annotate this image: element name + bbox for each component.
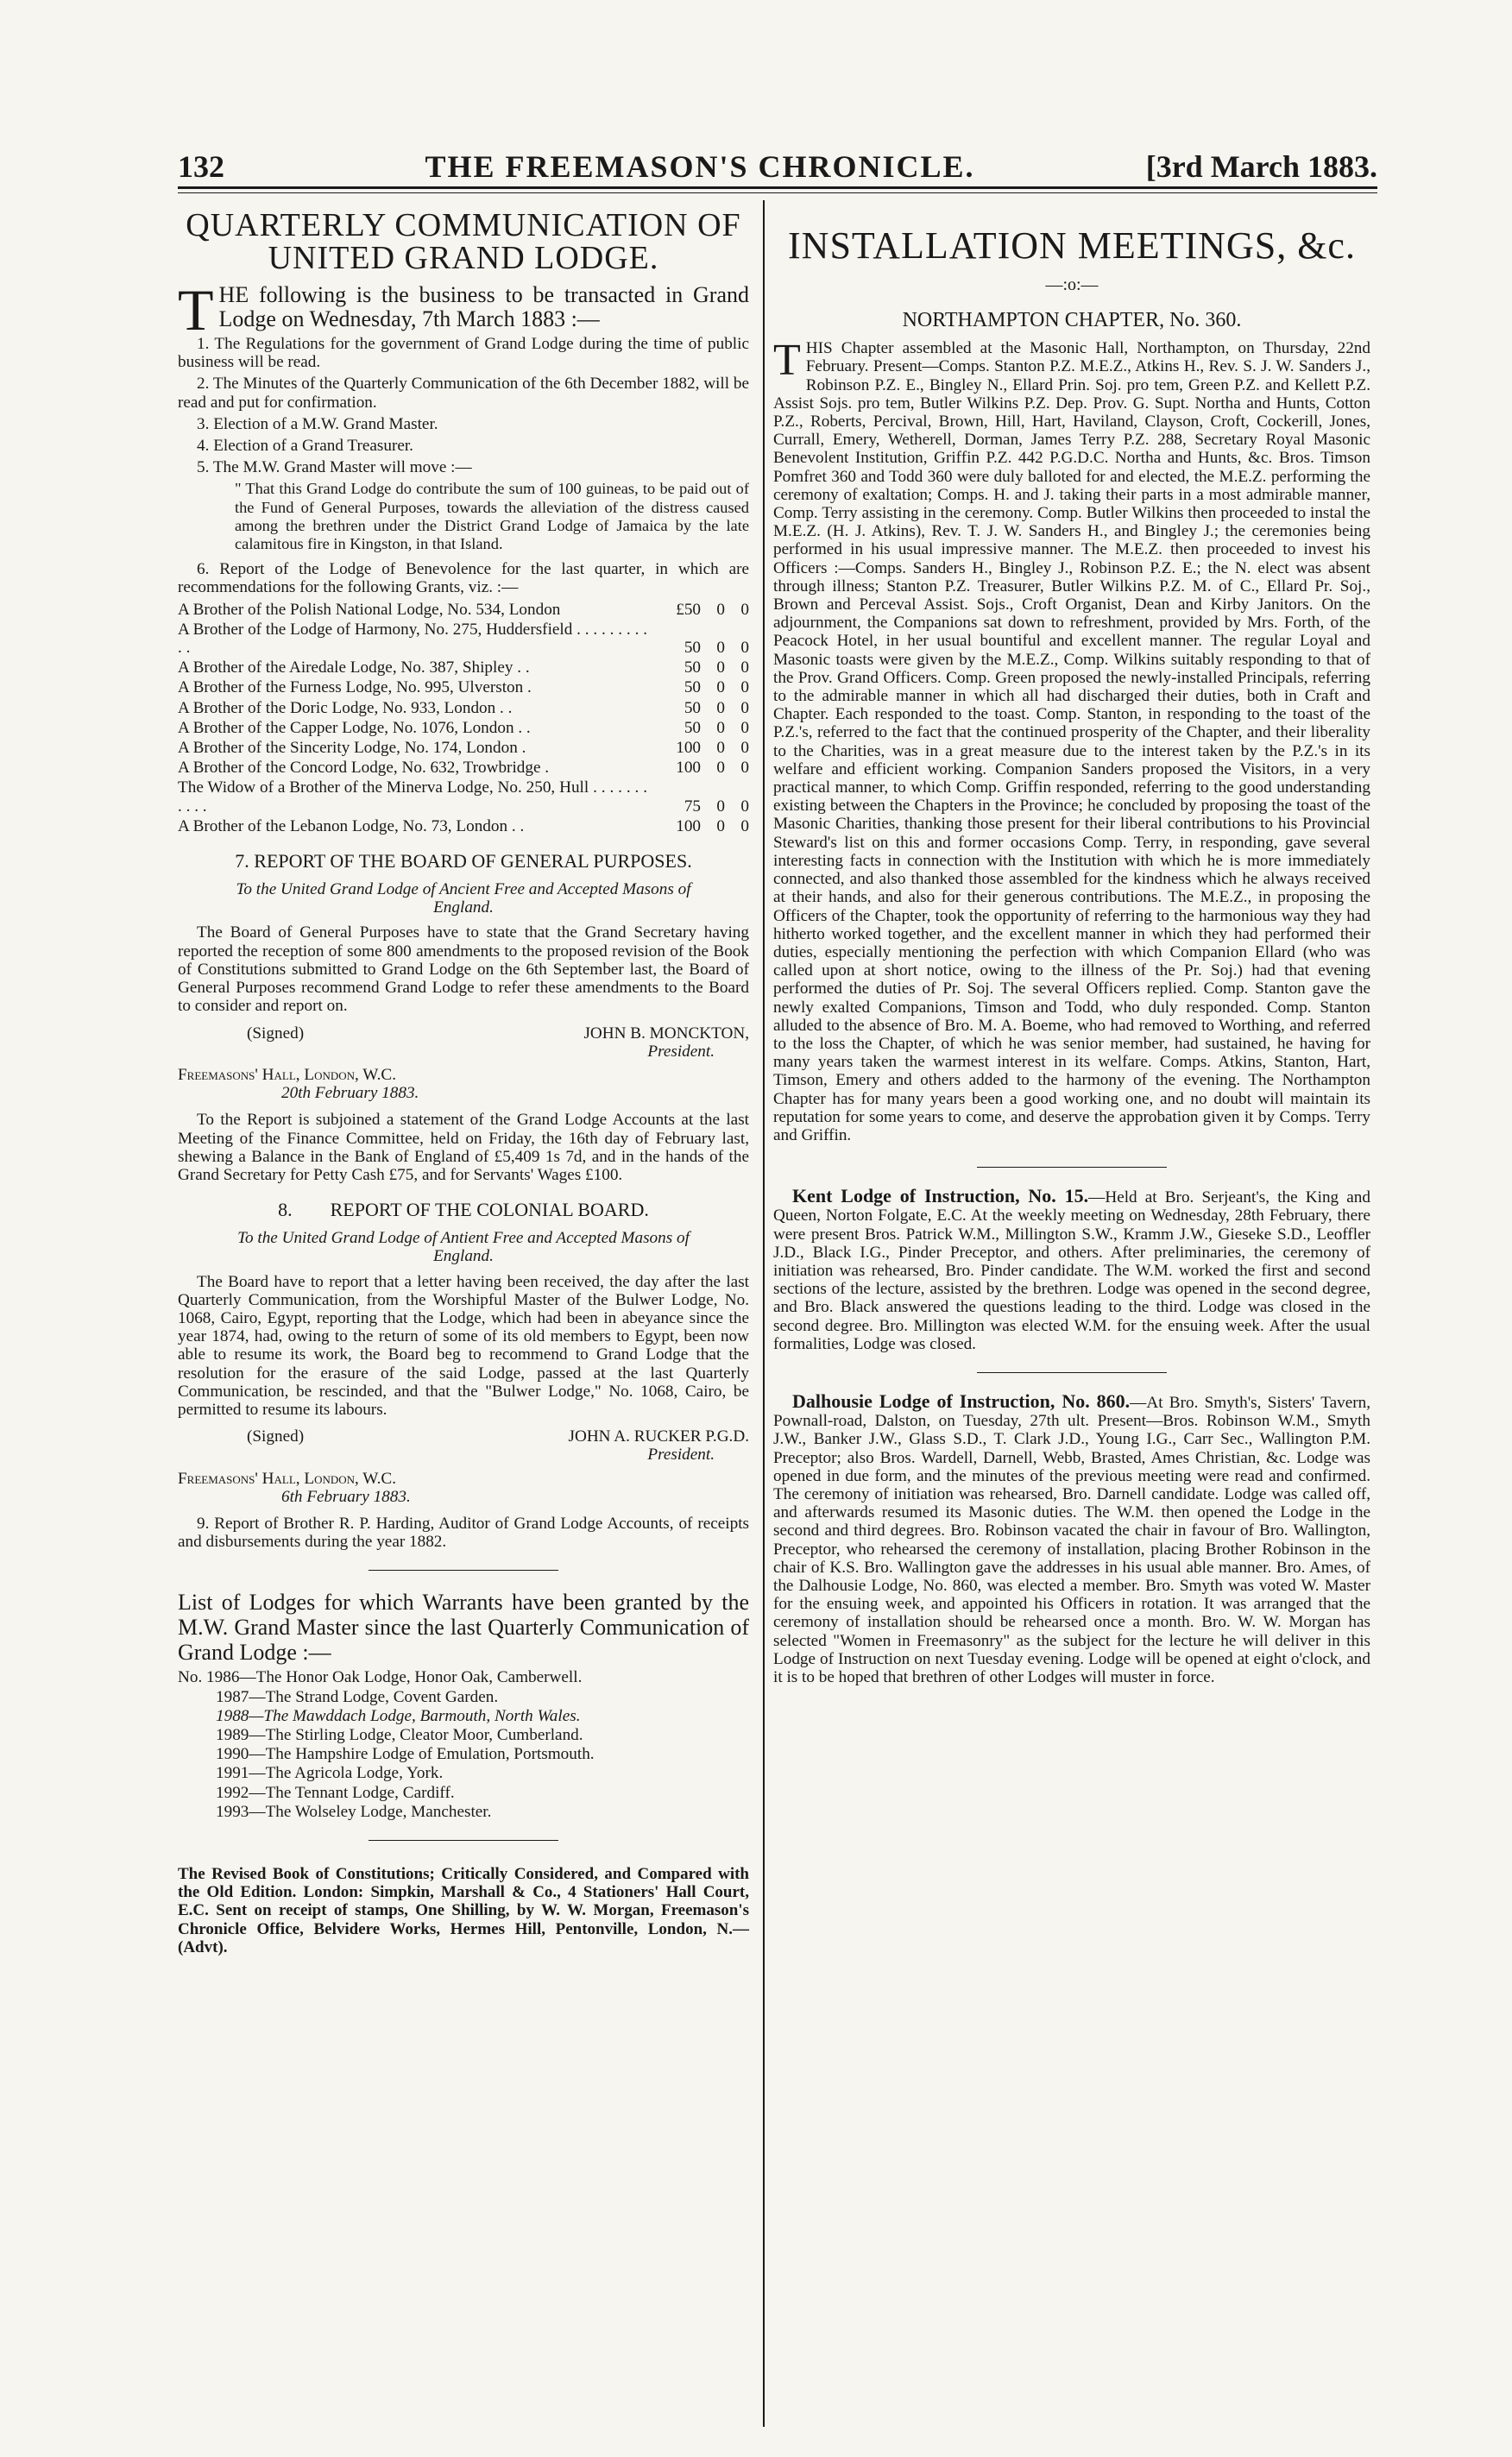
section-rule (977, 1167, 1167, 1168)
general-purposes-heading: 7. REPORT OF THE BOARD OF GENERAL PURPOSES. (235, 850, 692, 873)
list-item: 1987—The Strand Lodge, Covent Garden. (216, 1687, 499, 1706)
page-number: 132 (178, 149, 224, 184)
issue-date: [3rd March 1883. (1145, 149, 1377, 184)
northampton-heading: NORTHAMPTON CHAPTER, No. 360. (902, 309, 1242, 332)
agenda-item: 6. Report of the Lodge of Benevolence for the last quarter, in which are recommendations for the following Grants, viz. :— (178, 560, 749, 597)
section-rule (977, 1372, 1167, 1373)
list-item: 1991—The Agricola Lodge, York. (216, 1764, 444, 1783)
grant-row: A Brother of the Doric Lodge, No. 933, London . . 50 0 0 (178, 698, 749, 717)
grant-row: A Brother of the Lebanon Lodge, No. 73, London . . 100 0 0 (178, 816, 749, 835)
signer-role: President. (647, 1446, 715, 1465)
agenda-item: 2. The Minutes of the Quarterly Communication of the 6th December 1882, will be read and put for confirmation. (178, 375, 749, 412)
signature-line: (Signed) JOHN A. RUCKER P.G.D. (247, 1427, 749, 1446)
colonial-board-body: The Board have to report that a letter having been received, the day after the last Quarterly Communication, from the Worshipful Master of the Bulwer Lodge, No. 1068, Cairo, Egypt, reporting that the Lodge, which had been in abeyance since the year 1874, had, owing to the return of some of its old members to Egypt, been now able to resume its work, the Board beg to recommend to Grand Lodge that the resolution for the erasure of the said Lodge, passed at the last Quarterly Communication, be rescinded, and that the "Bulwer Lodge," No. 1068, Cairo, be permitted to resume its labours. (178, 1272, 749, 1419)
signature-line: (Signed) JOHN B. MONCKTON, (247, 1024, 749, 1043)
right-column (773, 204, 1370, 1690)
grant-row: The Widow of a Brother of the Minerva Lodge, No. 250, Hull . . . . . . . . . . . 75 0 0 (178, 778, 749, 816)
list-item: 1988—The Mawddach Lodge, Barmouth, North Wales. (216, 1706, 581, 1725)
list-item: 1989—The Stirling Lodge, Cleator Moor, Cumberland. (216, 1725, 583, 1744)
agenda-item: 3. Election of a M.W. Grand Master. (197, 414, 438, 433)
agenda-item: 5. The M.W. Grand Master will move :— (197, 458, 472, 477)
grant-row: A Brother of the Concord Lodge, No. 632, Trowbridge . 100 0 0 (178, 759, 749, 778)
grant-row: A Brother of the Furness Lodge, No. 995, Ulverston . 50 0 0 (178, 678, 749, 697)
agenda-item: 1. The Regulations for the government of Grand Lodge during the time of public business will be read. (178, 335, 749, 372)
northampton-body: THIS Chapter assembled at the Masonic Hall, Northampton, on Thursday, 22nd February. Present—Comps. Stanton P.Z. M.E.Z., Atkins H., Rev. S. J. W. Sanders J., Robinson P.Z. E., Bingley N., Ellard Prin. Soj. pro tem, Green P.Z. and Kellett P.Z. Assist Sojs. pro tem, Butler Wilkins P.Z. Dep. Prov. G. Supt. Northa and Hunts, Cotton P.Z., Roberts, Percival, Brown, Hill, Hart, Haviland, Clayson, Croft, Cockerill, Jones, Currall, Emery, Wetherell, Dorman, James Terry P.Z. 288, Secretary Royal Masonic Benevolent Institution, Griffin P.Z. 442 P.G.D.C. Northa and Hunts, &c. Bros. Timson Pomfret 360 and Todd 360 were duly balloted for and elected, the M.E.Z. performing the ceremony of exaltation; Comps. H. and J. taking their parts in a most admirable manner, Comp. Terry assisting in the ceremony. Comp. Butler Wilkins then proceeded to instal the M.E.Z. (H. J. Atkins), Rev. T. J. W. Sanders H., and Bingley J.; the ceremonies being performed in his usual impressive manner. The M.E.Z. then proceeded to invest his Officers :—Comps. Sanders H., Bingley J., Robinson P.Z. E.; the N. elect was absent through illness; Stanton P.Z. Treasurer, Butler Wilkins P.Z. M. of C., Ellard Pr. Soj., Brown and Perceval Assist. Sojs., Croft Organist, Dean and Kirby Janitors. On the adjournment, the Companions sat down to refreshment, provided by Mrs. Forth, of the Peacock Hotel, in her usual bountiful and excellent manner. The regular Loyal and Masonic toasts were given by the M.E.Z., Comp. Wilkins suitably responding to that of the Prov. Grand Officers. Comp. Green proposed the newly-installed Principals, referring to the admirable manner in which all had discharged their duties, both in Craft and Chapter. Each responded to the toast. Comp. Stanton, in responding to the toast of the P.Z.'s, referred to the fact that the continued prosperity of the Chapter, and their liberality to the Charities, was in a great measure due to the interest taken by the P.Z.'s in its welfare and efficient working. Companion Sanders proposed the Visitors, in a very practical manner, to which Comp. Griffin responded, referring to the good understanding existing between the Chapters in the Province; he concluded by proposing the toast of the Masonic Charities, thanking those present for their liberal contributions to his Provincial Steward's list on this and former occasions Comp. Terry, in responding, gave several interesting facts in connection with the Institution with which he is more immediately connected, and also thanked those assembled for the kindness which he always received at their hands, and also for their generous contributions. The M.E.Z., in proposing the Officers of the Chapter, took the opportunity of referring to the harmonious way they had hitherto worked together, and the excellent manner in which they had performed their duties, especially mentioning the perfection with which Companion Ellard (who was called upon at short notice, owing to the illness of the Pr. Soj.) had that evening performed the duties of Pr. Soj. The several Officers replied. Comp. Stanton gave the newly exalted Companions, Timson and Todd, who duly responded. Comp. Stanton alluded to the absence of Bro. M. A. Boeme, who had removed to Worthing, and referred to the loss the Chapter, of which he was senior member, had sustained, he having for many years taken the warmest interest in its welfare. Comps. Atkins, Stanton, Hart, Timson, Emery and others added to the harmony of the evening. The Northampton Chapter has for many years been a good working one, and no doubt will maintain its reputation for some years to come, and deserve the approbation given it by Comps. Terry and Griffin. (773, 336, 1370, 1144)
page-header (178, 129, 1377, 185)
column-divider (763, 200, 765, 2427)
dalhousie-lodge-title: Dalhousie Lodge of Instruction, No. 860. (792, 1389, 1131, 1412)
drop-cap: T (178, 277, 214, 343)
sign-off-date: 6th February 1883. (281, 1487, 411, 1506)
general-purposes-address: To the United Grand Lodge of Ancient Free and Accepted Masons of England. (236, 880, 691, 917)
installation-heading: INSTALLATION MEETINGS, &c. (788, 224, 1356, 267)
kent-lodge-report: Kent Lodge of Instruction, No. 15.—Held at Bro. Serjeant's, the King and Queen, Norton Folgate, E.C. At the weekly meeting on Wednesday, 28th February, there were present Bros. Patrick W.M., Millington S.W., Kramm J.W., Gieseke S.D., Leoffler J.D., Black I.G., Pinder Preceptor, and others. After preliminaries, the ceremony of initiation was rehearsed, Bro. Pinder candidate. The W.M. worked the first and second sections of the lecture, assisted by the brethren. Lodge was opened in the second degree, and Bro. Black answered the questions leading to the third. Lodge was closed in the second degree. Bro. Millington was elected W.M. for the ensuing week. After the usual formalities, Lodge was closed. (773, 1185, 1370, 1353)
grand-lodge-intro: THE following is the business to be transacted in Grand Lodge on Wednesday, 7th March 1883 :— (178, 277, 749, 343)
sign-off-address: Freemasons' Hall, London, W.C. (178, 1065, 397, 1084)
accounts-body: To the Report is subjoined a statement of the Grand Lodge Accounts at the last Meeting of the Finance Committee, held on Friday, the 16th day of February last, shewing a Balance in the Bank of England of £5,409 1s 7d, and in the hands of the Grand Secretary for Petty Cash £75, and for Servants' Wages £100. (178, 1111, 749, 1184)
list-item: 1993—The Wolseley Lodge, Manchester. (216, 1802, 492, 1821)
advertisement: The Revised Book of Constitutions; Critically Considered, and Compared with the Old Edition. London: Simpkin, Marshall & Co., 4 Stationers' Hall Court, E.C. Sent on receipt of stamps, One Shilling, by W. W. Morgan, Freemason's Chronicle Office, Belvidere Works, Hermes Hill, Pentonville, London, N.—(Advt). (178, 1865, 749, 1956)
ornament: —:o:— (1045, 275, 1099, 294)
drop-cap: T (773, 336, 801, 386)
grant-row: A Brother of the Polish National Lodge, No. 534, London £50 0 0 (178, 600, 749, 619)
dalhousie-lodge-report: Dalhousie Lodge of Instruction, No. 860.—At Bro. Smyth's, Sisters' Tavern, Pownall-road, Dalston, on Tuesday, 27th ult. Present—Bros. Robinson W.M., Smyth J.W., Banker J.W., Glass S.D., T. Clark J.D., Young I.G., Carr Sec., Wallington P.M. Preceptor; also Bros. Wardell, Darnell, Webb, Brasted, Ames Christian, &c. Lodge was opened in due form, and the minutes of the previous meeting were read and confirmed. The ceremony of initiation was rehearsed, Bro. Darnell candidate. Lodge was called off, and afterwards resumed its Masonic duties. The W.M. then opened the Lodge in the second and third degrees. Bro. Robinson vacated the chair in favour of Bro. Wallington, Preceptor, who rehearsed the ceremony of installation, placing Brother Robinson in the chair of K.S. Bro. Wallington gave the addresses in his usual able manner. Bro. Ames, of the Dalhousie Lodge, No. 860, was elected a member. Bro. Smyth was voted W. Master for the ensuing week, and appointed his Officers in rotation. It was arranged that the ceremony of installation should be rehearsed once a month. Bro. W. W. Morgan has selected "Women in Freemasonry" as the subject for the lecture he will deliver in this Lodge of Instruction on next Tuesday evening. Lodge will be opened at eight o'clock, and it is to be hoped that brethren of other Lodges will muster in force. (773, 1389, 1371, 1687)
sign-off-address: Freemasons' Hall, London, W.C. (178, 1469, 397, 1488)
list-item: 1990—The Hampshire Lodge of Emulation, Portsmouth. (216, 1745, 595, 1764)
warrants-list (178, 1668, 749, 1821)
header-rule-thin (178, 192, 1377, 193)
grant-row: A Brother of the Lodge of Harmony, No. 275, Huddersfield . . . . . . . . . . . 50 0 0 (178, 620, 749, 658)
grant-row: A Brother of the Airedale Lodge, No. 387, Shipley . . 50 0 0 (178, 658, 749, 677)
grand-lodge-heading: QUARTERLY COMMUNICATION OF UNITED GRAND LODGE. (186, 207, 741, 276)
signer-role: President. (647, 1042, 715, 1061)
colonial-board-heading: 8. REPORT OF THE COLONIAL BOARD. (278, 1199, 649, 1221)
general-purposes-body: The Board of General Purposes have to state that the Grand Secretary having reported the reception of some 800 amendments to the proposed revision of the Book of Constitutions submitted to Grand Lodge on the 6th September last, the Board of General Purposes recommend Grand Lodge to refer these amendments to the Board to consider and report on. (178, 923, 749, 1016)
header-rule-thick (178, 186, 1377, 189)
agenda-item: 9. Report of Brother R. P. Harding, Auditor of Grand Lodge Accounts, of receipts and disbursements during the year 1882. (178, 1514, 749, 1552)
kent-lodge-title: Kent Lodge of Instruction, No. 15. (792, 1185, 1089, 1207)
list-item: No. 1986—The Honor Oak Lodge, Honor Oak, Camberwell. (178, 1668, 583, 1687)
masthead-title: THE FREEMASON'S CHRONICLE. (425, 149, 975, 184)
left-column (178, 204, 749, 1960)
colonial-board-address: To the United Grand Lodge of Antient Free and Accepted Masons of England. (237, 1229, 690, 1266)
warrants-heading: List of Lodges for which Warrants have been granted by the M.W. Grand Master since the last Quarterly Communication of Grand Lodge :— (178, 1590, 749, 1666)
agenda-item: 4. Election of a Grand Treasurer. (197, 437, 413, 456)
section-rule (369, 1570, 558, 1571)
sign-off-date: 20th February 1883. (281, 1084, 419, 1103)
grant-row: A Brother of the Sincerity Lodge, No. 174, London . 100 0 0 (178, 739, 749, 758)
section-rule (369, 1840, 558, 1841)
motion-quote: " That this Grand Lodge do contribute the sum of 100 guineas, to be paid out of the Fund of General Purposes, towards the alleviation of the distress caused among the brethren under the District Grand Lodge of Jamaica by the late calamitous fire in Kingston, in that Island. (235, 480, 749, 553)
list-item: 1992—The Tennant Lodge, Cardiff. (216, 1783, 455, 1802)
grant-row: A Brother of the Capper Lodge, No. 1076, London . . 50 0 0 (178, 718, 749, 737)
